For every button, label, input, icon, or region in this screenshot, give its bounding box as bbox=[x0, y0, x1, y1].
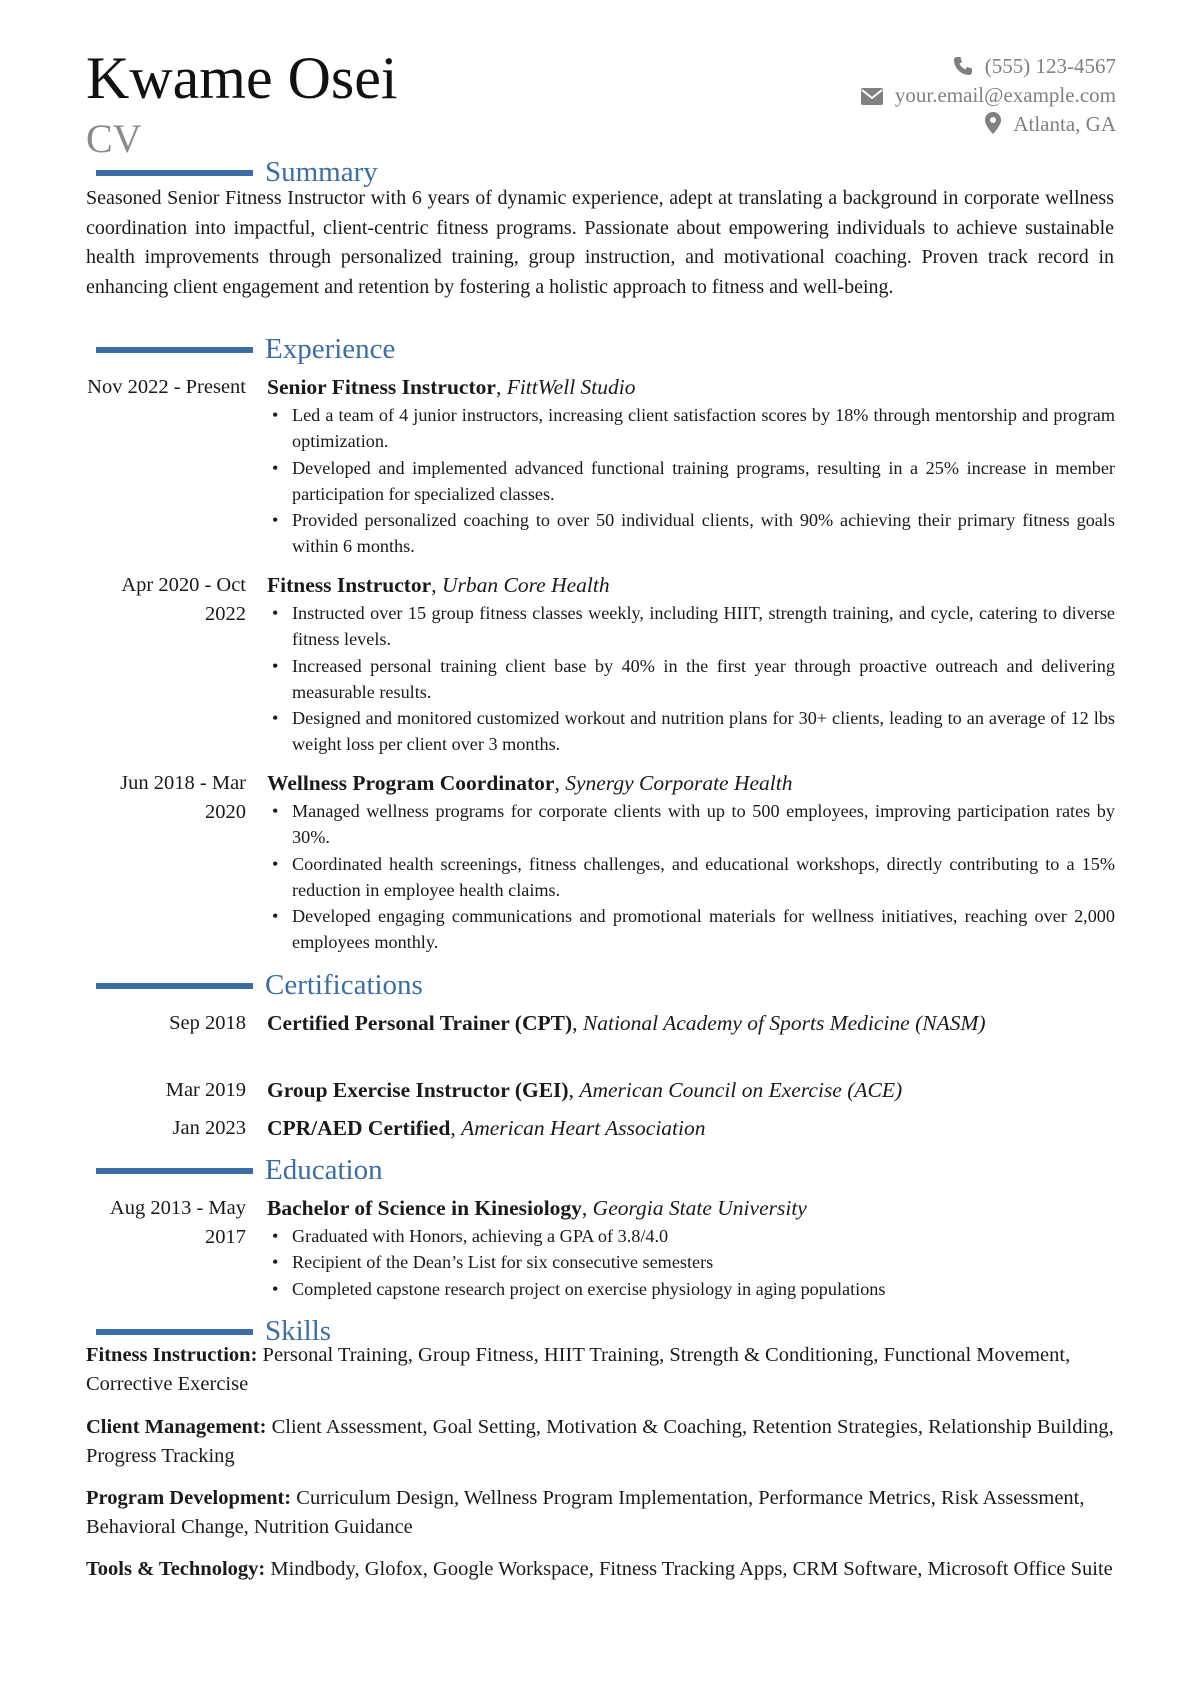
skill-group-values: Mindbody, Glofox, Google Workspace, Fitness Tracking Apps, CRM Software, Microsoft Office Suite bbox=[270, 1558, 1113, 1580]
section-rule bbox=[96, 1329, 253, 1335]
skill-group-label: Fitness Instruction: bbox=[86, 1344, 258, 1366]
section-title: Experience bbox=[265, 333, 396, 365]
bullet-item: • Provided personalized coaching to over 50 individual clients, with 90% achieving their primary fitness goals within 6 months. bbox=[267, 507, 1115, 560]
entry-date: Nov 2022 - Present bbox=[87, 376, 246, 398]
bullet-list bbox=[267, 600, 1115, 758]
contact-location bbox=[861, 110, 1116, 139]
skill-group-values: Curriculum Design, Wellness Program Implementation, Performance Metrics, Risk Assessment, Behavioral Change, Nutrition Guidance bbox=[86, 1487, 1085, 1538]
entry-body bbox=[267, 1076, 1115, 1105]
skill-group-label: Program Development: bbox=[86, 1487, 292, 1509]
bullet-item: • Managed wellness programs for corporate clients with up to 500 employees, improving participation rates by 30%. bbox=[267, 798, 1115, 851]
section-title: Summary bbox=[265, 156, 378, 188]
entry-date: Sep 2018 bbox=[169, 1012, 246, 1034]
entry-date: Aug 2013 - May 2017 bbox=[109, 1197, 246, 1248]
location-text: Atlanta, GA bbox=[1013, 112, 1116, 136]
entry-date: Apr 2020 - Oct 2022 bbox=[121, 574, 246, 625]
certification-title: Certified Personal Trainer (CPT) bbox=[267, 1011, 573, 1035]
section-title: Certifications bbox=[265, 969, 423, 1001]
phone-icon bbox=[953, 56, 973, 76]
entry-body bbox=[267, 1114, 1115, 1143]
entry-body bbox=[267, 571, 1115, 758]
section-rule bbox=[96, 170, 253, 176]
section-education-heading bbox=[96, 1152, 1096, 1188]
degree-title: Bachelor of Science in Kinesiology bbox=[267, 1196, 582, 1220]
document-type-label: CV bbox=[86, 116, 142, 161]
contact-email bbox=[861, 81, 1116, 110]
entry-heading: Bachelor of Science in Kinesiology, Georgia State University bbox=[267, 1196, 807, 1220]
skill-group-label: Client Management: bbox=[86, 1416, 267, 1438]
issuer: National Academy of Sports Medicine (NASM) bbox=[582, 1011, 986, 1035]
bullet-item: • Instructed over 15 group fitness classes weekly, including HIIT, strength training, and cycle, catering to diverse fitness levels. bbox=[267, 600, 1115, 653]
bullet-list bbox=[267, 1223, 1115, 1302]
entry-body bbox=[267, 1194, 1115, 1302]
summary-paragraph: Seasoned Senior Fitness Instructor with 6 years of dynamic experience, adept at translating a background in corporate wellness coordination into impactful, client-centric fitness programs. Passionate about empowering individuals to achieve sustainable health improvements through personalized training, group instruction, and motivational coaching. Proven track record in enhancing client engagement and retention by fostering a holistic approach to fitness and well-being. bbox=[86, 187, 1114, 298]
entry-date: Mar 2019 bbox=[165, 1079, 246, 1101]
entry-body bbox=[267, 1009, 1115, 1038]
contact-phone bbox=[861, 52, 1116, 81]
section-rule bbox=[96, 983, 253, 989]
skill-group-label: Tools & Technology: bbox=[86, 1558, 266, 1580]
entry-heading: CPR/AED Certified, American Heart Association bbox=[267, 1116, 706, 1140]
job-title: Wellness Program Coordinator bbox=[267, 771, 555, 795]
entry-heading: Wellness Program Coordinator, Synergy Corporate Health bbox=[267, 771, 793, 795]
entry-body bbox=[267, 373, 1115, 560]
employer: Synergy Corporate Health bbox=[565, 771, 793, 795]
bullet-item: • Graduated with Honors, achieving a GPA of 3.8/4.0 bbox=[267, 1223, 1115, 1249]
contact-block bbox=[861, 52, 1116, 139]
skill-group bbox=[86, 1484, 1116, 1542]
certification-title: Group Exercise Instructor (GEI) bbox=[267, 1078, 569, 1102]
skill-group bbox=[86, 1555, 1116, 1584]
entry-body bbox=[267, 769, 1115, 956]
entry-heading: Fitness Instructor, Urban Core Health bbox=[267, 573, 610, 597]
section-title: Education bbox=[265, 1154, 383, 1186]
employer: FittWell Studio bbox=[506, 375, 636, 399]
entry-date: Jun 2018 - Mar 2020 bbox=[120, 772, 246, 823]
entry-heading: Senior Fitness Instructor, FittWell Studio bbox=[267, 375, 636, 399]
cv-header bbox=[86, 40, 1116, 161]
issuer: American Heart Association bbox=[461, 1116, 706, 1140]
section-rule bbox=[96, 1168, 253, 1174]
bullet-item: • Developed engaging communications and promotional materials for wellness initiatives, reaching over 2,000 employees monthly. bbox=[267, 903, 1115, 956]
email-text: your.email@example.com bbox=[894, 83, 1116, 107]
bullet-list bbox=[267, 798, 1115, 956]
employer: Urban Core Health bbox=[441, 573, 610, 597]
certification-title: CPR/AED Certified bbox=[267, 1116, 451, 1140]
entry-heading: Group Exercise Instructor (GEI), American Council on Exercise (ACE) bbox=[267, 1078, 903, 1102]
section-experience-heading bbox=[96, 331, 1096, 367]
bullet-item: • Coordinated health screenings, fitness challenges, and educational workshops, directly contributing to a 15% reduction in employee health claims. bbox=[267, 851, 1115, 904]
entry-date: Jan 2023 bbox=[172, 1117, 246, 1139]
bullet-item: • Developed and implemented advanced functional training programs, resulting in a 25% increase in member participation for specialized classes. bbox=[267, 455, 1115, 508]
issuer: American Council on Exercise (ACE) bbox=[579, 1078, 903, 1102]
entry-heading: Certified Personal Trainer (CPT), National Academy of Sports Medicine (NASM) bbox=[267, 1011, 986, 1035]
section-rule bbox=[96, 347, 253, 353]
bullet-item: • Completed capstone research project on exercise physiology in aging populations bbox=[267, 1276, 1115, 1302]
skill-group-values: Client Assessment, Goal Setting, Motivation & Coaching, Retention Strategies, Relationship Building, Progress Tracking bbox=[86, 1416, 1114, 1467]
job-title: Fitness Instructor bbox=[267, 573, 432, 597]
bullet-item: • Increased personal training client base by 40% in the first year through proactive outreach and delivering measurable results. bbox=[267, 653, 1115, 706]
bullet-list bbox=[267, 402, 1115, 560]
section-certifications-heading bbox=[96, 967, 1096, 1003]
bullet-item: • Led a team of 4 junior instructors, increasing client satisfaction scores by 18% through mentorship and program optimization. bbox=[267, 402, 1115, 455]
person-name: Kwame Osei bbox=[86, 45, 398, 111]
envelope-icon bbox=[861, 88, 883, 105]
skill-group bbox=[86, 1413, 1116, 1471]
phone-text: (555) 123-4567 bbox=[984, 54, 1116, 78]
bullet-item: • Designed and monitored customized workout and nutrition plans for 30+ clients, leading to an average of 12 lbs weight loss per client over 3 months. bbox=[267, 705, 1115, 758]
bullet-item: • Recipient of the Dean’s List for six consecutive semesters bbox=[267, 1249, 1115, 1275]
skill-group bbox=[86, 1341, 1116, 1399]
section-title: Skills bbox=[265, 1315, 332, 1347]
institution: Georgia State University bbox=[592, 1196, 807, 1220]
skill-group-values: Personal Training, Group Fitness, HIIT Training, Strength & Conditioning, Functional Movement, Corrective Exercise bbox=[86, 1344, 1071, 1395]
job-title: Senior Fitness Instructor bbox=[267, 375, 496, 399]
map-marker-icon bbox=[985, 112, 1001, 134]
